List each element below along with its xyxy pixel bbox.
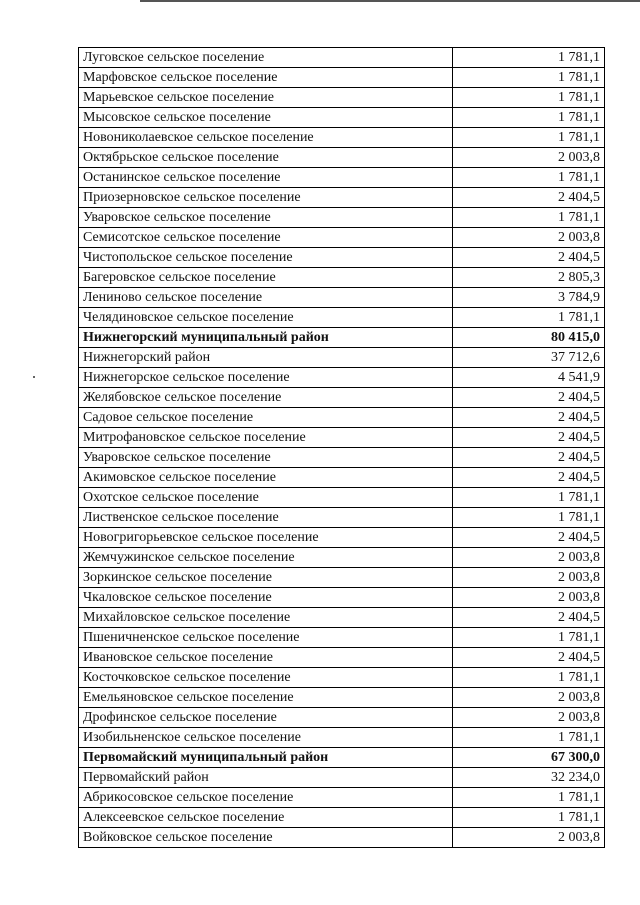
amount-cell: 2 003,8 (453, 148, 605, 168)
amount-cell: 2 404,5 (453, 608, 605, 628)
amount-cell: 3 784,9 (453, 288, 605, 308)
table-row (79, 648, 605, 668)
amount-cell: 80 415,0 (453, 328, 605, 348)
amount-cell: 1 781,1 (453, 308, 605, 328)
top-edge-rule (140, 0, 640, 2)
table-row (79, 88, 605, 108)
amount-cell: 1 781,1 (453, 88, 605, 108)
table-row (79, 468, 605, 488)
table-row (79, 688, 605, 708)
amount-cell: 2 003,8 (453, 588, 605, 608)
amount-cell: 2 805,3 (453, 268, 605, 288)
municipality-name-cell: Косточковское сельское поселение (79, 668, 453, 688)
amount-cell: 1 781,1 (453, 728, 605, 748)
municipality-name-cell: Багеровское сельское поселение (79, 268, 453, 288)
table-row (79, 508, 605, 528)
amount-cell: 1 781,1 (453, 208, 605, 228)
table-row (79, 628, 605, 648)
amount-cell: 2 404,5 (453, 648, 605, 668)
amount-cell: 32 234,0 (453, 768, 605, 788)
municipality-name-cell: Первомайский район (79, 768, 453, 788)
municipality-name-cell: Дрофинское сельское поселение (79, 708, 453, 728)
table-row (79, 108, 605, 128)
table-row (79, 288, 605, 308)
municipality-name-cell: Алексеевское сельское поселение (79, 808, 453, 828)
municipality-name-cell: Нижнегорский район (79, 348, 453, 368)
table-row (79, 48, 605, 68)
municipality-name-cell: Новогригорьевское сельское поселение (79, 528, 453, 548)
municipality-name-cell: Желябовское сельское поселение (79, 388, 453, 408)
table-row (79, 608, 605, 628)
table-row (79, 728, 605, 748)
municipality-name-cell: Ивановское сельское поселение (79, 648, 453, 668)
amount-cell: 2 404,5 (453, 188, 605, 208)
municipality-name-cell: Лениново сельское поселение (79, 288, 453, 308)
table-row (79, 548, 605, 568)
amount-cell: 1 781,1 (453, 668, 605, 688)
amount-cell: 37 712,6 (453, 348, 605, 368)
table-row (79, 348, 605, 368)
scan-artifact-dot (33, 376, 35, 378)
amount-cell: 1 781,1 (453, 788, 605, 808)
municipality-name-cell: Луговское сельское поселение (79, 48, 453, 68)
table-row (79, 788, 605, 808)
amount-cell: 2 404,5 (453, 388, 605, 408)
municipality-name-cell: Акимовское сельское поселение (79, 468, 453, 488)
municipality-name-cell: Марфовское сельское поселение (79, 68, 453, 88)
municipality-name-cell: Зоркинское сельское поселение (79, 568, 453, 588)
amount-cell: 2 003,8 (453, 568, 605, 588)
table-row (79, 408, 605, 428)
amount-cell: 1 781,1 (453, 628, 605, 648)
amount-cell: 2 404,5 (453, 428, 605, 448)
municipality-name-cell: Митрофановское сельское поселение (79, 428, 453, 448)
municipality-name-cell: Челядиновское сельское поселение (79, 308, 453, 328)
table-row (79, 268, 605, 288)
table-row (79, 708, 605, 728)
municipality-name-cell: Чкаловское сельское поселение (79, 588, 453, 608)
amount-cell: 2 404,5 (453, 468, 605, 488)
municipality-name-cell: Охотское сельское поселение (79, 488, 453, 508)
municipality-name-cell: Мысовское сельское поселение (79, 108, 453, 128)
table-row (79, 588, 605, 608)
table-row (79, 188, 605, 208)
table-row (79, 388, 605, 408)
table-row (79, 68, 605, 88)
municipality-name-cell: Нижнегорский муниципальный район (79, 328, 453, 348)
table-row (79, 308, 605, 328)
table-row (79, 568, 605, 588)
amount-cell: 2 003,8 (453, 228, 605, 248)
table-row (79, 128, 605, 148)
table-row-district-total (79, 328, 605, 348)
municipality-name-cell: Семисотское сельское поселение (79, 228, 453, 248)
municipality-name-cell: Приозерновское сельское поселение (79, 188, 453, 208)
municipality-name-cell: Емельяновское сельское поселение (79, 688, 453, 708)
table-row (79, 808, 605, 828)
table-row (79, 148, 605, 168)
amount-cell: 2 404,5 (453, 528, 605, 548)
municipality-name-cell: Жемчужинское сельское поселение (79, 548, 453, 568)
amount-cell: 67 300,0 (453, 748, 605, 768)
municipality-name-cell: Пшеничненское сельское поселение (79, 628, 453, 648)
table-row (79, 228, 605, 248)
table-row (79, 488, 605, 508)
table-row (79, 528, 605, 548)
amount-cell: 1 781,1 (453, 48, 605, 68)
table-row-district-total (79, 748, 605, 768)
amount-cell: 4 541,9 (453, 368, 605, 388)
amount-cell: 1 781,1 (453, 168, 605, 188)
amount-cell: 2 003,8 (453, 548, 605, 568)
municipality-name-cell: Октябрьское сельское поселение (79, 148, 453, 168)
municipality-name-cell: Нижнегорское сельское поселение (79, 368, 453, 388)
municipality-name-cell: Войковское сельское поселение (79, 828, 453, 848)
municipality-name-cell: Садовое сельское поселение (79, 408, 453, 428)
municipality-name-cell: Абрикосовское сельское поселение (79, 788, 453, 808)
municipality-name-cell: Уваровское сельское поселение (79, 208, 453, 228)
municipality-name-cell: Останинское сельское поселение (79, 168, 453, 188)
amount-cell: 1 781,1 (453, 808, 605, 828)
amount-cell: 1 781,1 (453, 108, 605, 128)
municipality-name-cell: Изобильненское сельское поселение (79, 728, 453, 748)
municipality-name-cell: Новониколаевское сельское поселение (79, 128, 453, 148)
table-row (79, 668, 605, 688)
table-body (79, 48, 605, 848)
table-row (79, 768, 605, 788)
table-row (79, 448, 605, 468)
amount-cell: 1 781,1 (453, 128, 605, 148)
table-row (79, 368, 605, 388)
budget-allocation-table (78, 47, 605, 848)
table-row (79, 208, 605, 228)
amount-cell: 2 404,5 (453, 408, 605, 428)
amount-cell: 2 404,5 (453, 448, 605, 468)
municipality-name-cell: Первомайский муниципальный район (79, 748, 453, 768)
municipality-name-cell: Уваровское сельское поселение (79, 448, 453, 468)
municipality-name-cell: Марьевское сельское поселение (79, 88, 453, 108)
table-row (79, 168, 605, 188)
amount-cell: 1 781,1 (453, 68, 605, 88)
amount-cell: 2 003,8 (453, 708, 605, 728)
municipality-name-cell: Лиственское сельское поселение (79, 508, 453, 528)
table-row (79, 428, 605, 448)
amount-cell: 2 404,5 (453, 248, 605, 268)
amount-cell: 2 003,8 (453, 828, 605, 848)
table-row (79, 248, 605, 268)
table-row (79, 828, 605, 848)
amount-cell: 2 003,8 (453, 688, 605, 708)
amount-cell: 1 781,1 (453, 488, 605, 508)
amount-cell: 1 781,1 (453, 508, 605, 528)
municipality-name-cell: Чистопольское сельское поселение (79, 248, 453, 268)
municipality-name-cell: Михайловское сельское поселение (79, 608, 453, 628)
